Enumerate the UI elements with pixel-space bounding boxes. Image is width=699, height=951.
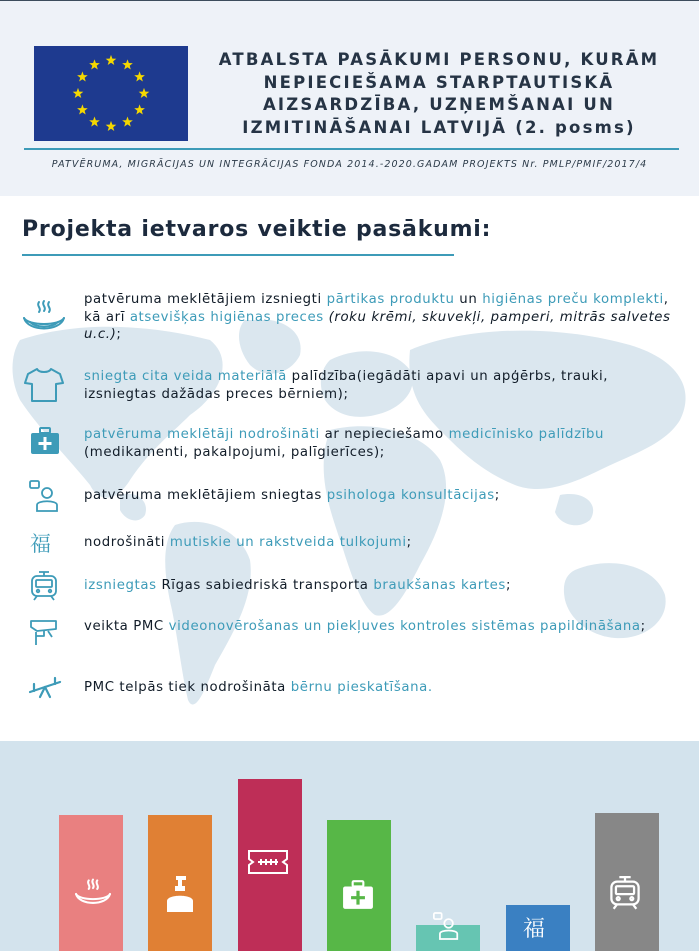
food-icon <box>20 298 68 338</box>
list-item <box>84 487 674 505</box>
item-text-part: (medikamenti, pakalpojumi, palīgierīces); <box>84 444 385 460</box>
item-text-part: videonovērošanas un piekļuves kontroles sistēmas papildināšana <box>168 619 641 634</box>
section-title: Projekta ietvaros veiktie pasākumi: <box>22 217 492 242</box>
project-subtitle: PATVĒRUMA, MIGRĀCIJAS UN INTEGRĀCIJAS FONDA 2014.-2020.GADAM PROJEKTS Nr. PMLP/PMIF/2017/4 <box>51 159 648 170</box>
section-title-underline <box>22 254 454 256</box>
header <box>0 0 699 196</box>
eu-star-icon <box>89 59 100 69</box>
item-text-part: patvēruma meklētājiem izsniegti <box>84 292 327 307</box>
razor-blade-icon <box>246 848 290 876</box>
eu-star-icon <box>77 104 88 114</box>
eu-star-icon <box>139 88 150 98</box>
item-text-part: higiēnas preču komplekti <box>482 292 664 307</box>
food-icon <box>69 877 117 911</box>
item-text-part: ar nepieciešamo <box>319 427 449 442</box>
item-text-part: atsevišķas higiēnas preces <box>129 309 324 325</box>
item-text-part: ; <box>406 535 412 550</box>
item-text-part: psihologa konsultācijas <box>326 488 495 503</box>
list-item <box>84 534 674 552</box>
item-text-part: patvēruma meklētājiem sniegtas <box>84 488 327 503</box>
item-text-part: mutiskie un rakstveida tulkojumi <box>169 535 407 550</box>
item-text-part: un <box>454 292 483 307</box>
item-text-part: ; <box>116 327 122 342</box>
translation-icon: 福 <box>523 917 546 942</box>
eu-star-icon <box>122 59 133 69</box>
item-text <box>84 578 511 593</box>
tshirt-icon <box>24 366 64 404</box>
eu-star-icon <box>73 88 84 98</box>
item-text <box>84 488 500 503</box>
project-title <box>200 49 678 139</box>
eu-stars-icon <box>34 46 188 141</box>
cctv-camera-icon <box>28 617 60 647</box>
medical-kit-icon <box>342 880 374 910</box>
eu-star-icon <box>106 55 117 65</box>
eu-star-icon <box>106 121 117 131</box>
item-text-part: nodrošināti <box>84 535 170 550</box>
list-item <box>84 426 674 461</box>
eu-star-icon <box>89 116 100 126</box>
title-line-1: ATBALSTA PASĀKUMI PERSONU, KURĀM <box>218 50 660 69</box>
item-text <box>84 292 671 342</box>
item-text-part: palīdzība(iegādāti apavi un apģērbs, trauki, izsniegtas dažādas preces bērniem); <box>84 369 609 402</box>
item-text <box>84 427 604 460</box>
item-text <box>84 535 412 550</box>
eu-flag-logo <box>34 46 188 141</box>
psychologist-icon <box>433 912 459 940</box>
item-text-part: bērnu pieskatīšana. <box>290 680 433 695</box>
item-text-part: izsniegtas <box>84 578 157 593</box>
header-divider <box>24 148 679 150</box>
seesaw-icon <box>28 675 62 699</box>
item-text-part: , kā arī <box>84 292 669 325</box>
eu-star-icon <box>77 71 88 81</box>
translation-icon: 福 <box>30 532 51 556</box>
title-line-2: NEPIECIEŠAMA STARPTAUTISKĀ <box>263 72 615 92</box>
list-item <box>84 368 674 403</box>
item-text-part: medicīnisko palīdzību <box>448 427 605 442</box>
item-text-part: sniegta cita veida materiālā <box>84 369 287 384</box>
eu-star-icon <box>134 71 145 81</box>
item-text <box>84 680 433 695</box>
item-text-part: braukšanas kartes <box>373 578 506 593</box>
item-text-part: patvēruma meklētāji nodrošināti <box>84 427 320 442</box>
tram-icon <box>30 571 58 601</box>
list-item <box>84 618 674 636</box>
tram-icon <box>609 876 641 910</box>
item-text-part: ; <box>494 488 500 503</box>
list-item <box>84 679 674 697</box>
title-line-3: AIZSARDZĪBA, UZŅEMŠANAI UN <box>262 95 616 114</box>
psychologist-icon <box>29 480 59 512</box>
item-text-part: ; <box>505 578 512 593</box>
eu-star-icon <box>134 104 145 114</box>
title-line-4: IZMITINĀŠANAI LATVIJĀ (2. posms) <box>242 117 636 137</box>
item-text-part: ; <box>640 619 646 634</box>
item-text <box>84 369 608 402</box>
medical-kit-icon <box>30 427 60 455</box>
soap-dispenser-icon <box>164 875 196 913</box>
item-text-part: veikta PMC <box>84 619 169 634</box>
item-text <box>84 619 646 634</box>
item-text-part: Rīgas sabiedriskā transporta <box>156 578 374 593</box>
item-text-part: PMC telpās tiek nodrošināta <box>84 680 291 695</box>
list-item <box>84 291 674 344</box>
list-item <box>84 577 674 595</box>
item-text-part: (roku krēmi, skuvekļi, pamperi, mitrās salvetes u.c.) <box>84 309 671 342</box>
item-text-part: pārtikas produktu <box>326 292 455 307</box>
eu-star-icon <box>122 116 133 126</box>
